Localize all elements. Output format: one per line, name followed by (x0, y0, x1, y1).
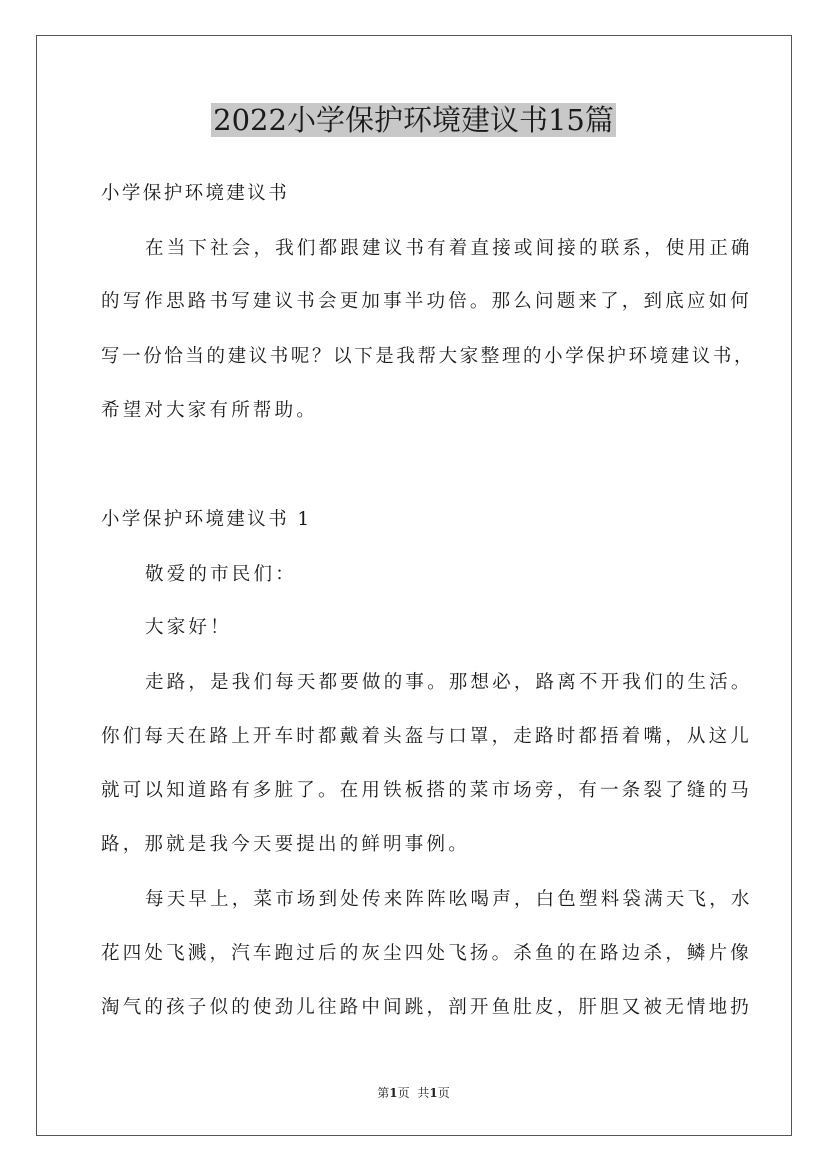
greeting: 大家好！ (145, 617, 232, 638)
paragraph2-line-3: 淘气的孩子似的使劲儿往路中间跳，剖开鱼肚皮，肝胆又被无情地扔 (101, 997, 753, 1018)
intro-line-1: 在当下社会，我们都跟建议书有着直接或间接的联系，使用正确 (145, 238, 753, 259)
paragraph1-line-4: 路，那就是我今天要提出的鲜明事例。 (101, 834, 470, 855)
intro-line-4: 希望对大家有所帮助。 (101, 400, 319, 421)
document-title-text: 2022小学保护环境建议书15篇 (213, 103, 614, 137)
intro-line-3: 写一份恰当的建议书呢？以下是我帮大家整理的小学保护环境建议书， (101, 346, 756, 367)
total-pages: 1 (429, 1086, 438, 1100)
page-label-prefix: 第 (377, 1086, 390, 1100)
total-label-prefix: 共 (417, 1086, 430, 1100)
page-footer (0, 1085, 827, 1101)
paragraph1-line-2: 你们每天在路上开车时都戴着头盔与口罩，走路时都捂着嘴，从这儿 (101, 726, 753, 747)
paragraph1-line-1: 走路，是我们每天都要做的事。那想必，路离不开我们的生活。 (145, 672, 753, 693)
paragraph1-line-3: 就可以知道路有多脏了。在用铁板搭的菜市场旁，有一条裂了缝的马 (101, 780, 753, 801)
document-title (0, 98, 827, 142)
paragraph2-line-2: 花四处飞溅，汽车跑过后的灰尘四处飞扬。杀鱼的在路边杀，鳞片像 (101, 943, 753, 964)
section-heading: 小学保护环境建议书 1 (101, 509, 312, 530)
intro-line-2: 的写作思路书写建议书会更加事半功倍。那么问题来了，到底应如何 (101, 291, 753, 312)
paragraph2-line-1: 每天早上，菜市场到处传来阵阵吆喝声，白色塑料袋满天飞，水 (145, 889, 753, 910)
salutation: 敬爱的市民们： (145, 564, 297, 585)
page-label-suffix: 页 (397, 1086, 410, 1100)
intro-heading: 小学保护环境建议书 (101, 183, 290, 204)
page-number: 1 (389, 1086, 398, 1100)
total-label-suffix: 页 (437, 1086, 450, 1100)
